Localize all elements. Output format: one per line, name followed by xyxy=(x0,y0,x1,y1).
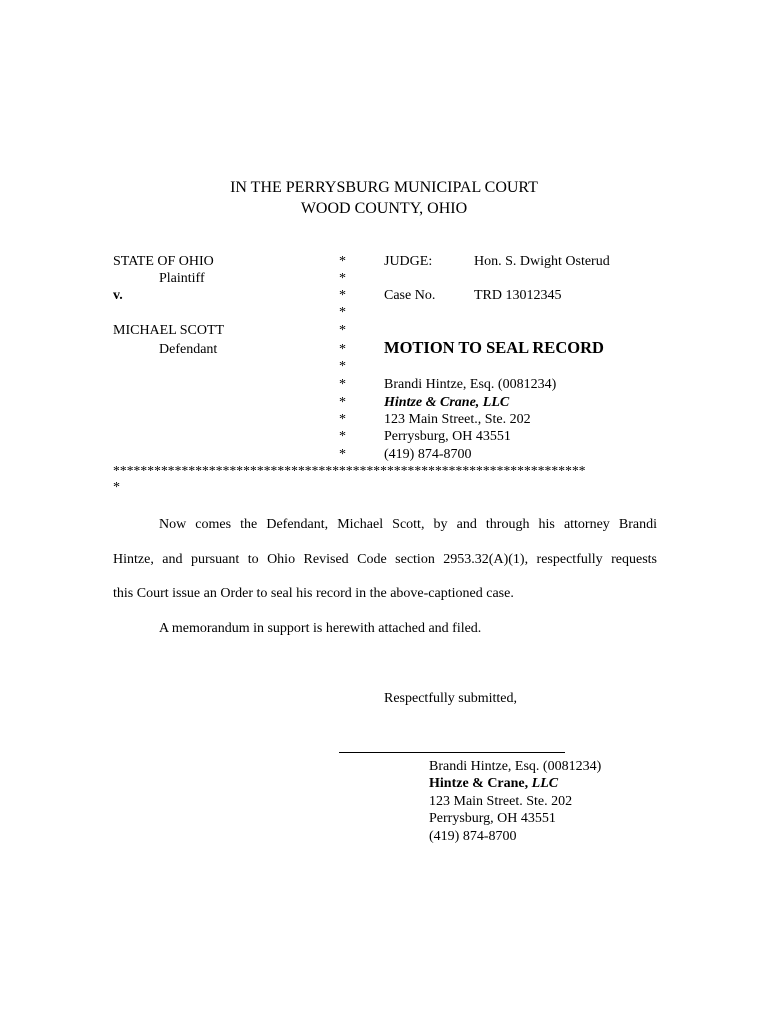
defendant-role: Defendant xyxy=(159,342,218,357)
caption-star: * xyxy=(339,447,346,462)
caption-star: * xyxy=(339,254,346,269)
memorandum-paragraph: A memorandum in support is herewith attached and filed. xyxy=(159,621,482,636)
caption-star: * xyxy=(339,395,346,410)
attorney-street: 123 Main Street., Ste. 202 xyxy=(384,412,531,427)
caption-star: * xyxy=(339,305,346,320)
signature-firm-name: Hintze & Crane, xyxy=(429,776,529,791)
plaintiff-name: STATE OF OHIO xyxy=(113,254,214,269)
caption-star: * xyxy=(339,412,346,427)
attorney-name: Brandi Hintze, Esq. (0081234) xyxy=(384,377,557,392)
signature-firm-suffix: LLC xyxy=(531,776,559,791)
motion-title: MOTION TO SEAL RECORD xyxy=(384,338,604,357)
caption-star: * xyxy=(339,342,346,357)
signature-line xyxy=(339,752,565,753)
motion-paragraph-line: Hintze, and pursuant to Ohio Revised Code section 2953.32(A)(1), respectfully requests xyxy=(113,552,657,567)
case-number-label: Case No. xyxy=(384,288,436,303)
judge-value: Hon. S. Dwight Osterud xyxy=(474,254,610,269)
signature-city: Perrysburg, OH 43551 xyxy=(429,811,556,826)
caption-star: * xyxy=(339,323,346,338)
signature-name: Brandi Hintze, Esq. (0081234) xyxy=(429,759,602,774)
court-name: IN THE PERRYSBURG MUNICIPAL COURT xyxy=(230,179,538,196)
caption-divider-tail: * xyxy=(113,480,120,495)
motion-paragraph-line: Now comes the Defendant, Michael Scott, by and through his attorney Brandi xyxy=(159,517,657,532)
attorney-city: Perrysburg, OH 43551 xyxy=(384,429,511,444)
judge-label: JUDGE: xyxy=(384,254,433,269)
plaintiff-role: Plaintiff xyxy=(159,271,205,286)
defendant-name: MICHAEL SCOTT xyxy=(113,323,225,338)
closing-text: Respectfully submitted, xyxy=(384,691,517,706)
signature-street: 123 Main Street. Ste. 202 xyxy=(429,794,573,809)
attorney-phone: (419) 874-8700 xyxy=(384,447,472,462)
caption-star: * xyxy=(339,271,346,286)
motion-paragraph-line: this Court issue an Order to seal his record in the above-captioned case. xyxy=(113,586,514,601)
versus-label: v. xyxy=(113,288,123,303)
caption-star: * xyxy=(339,429,346,444)
caption-star: * xyxy=(339,288,346,303)
court-county: WOOD COUNTY, OHIO xyxy=(300,200,468,217)
case-number-value: TRD 13012345 xyxy=(474,288,562,303)
caption-divider: ********************************************************************* xyxy=(113,463,586,478)
attorney-firm: Hintze & Crane, LLC xyxy=(384,395,510,410)
signature-firm xyxy=(429,775,558,792)
signature-phone: (419) 874-8700 xyxy=(429,829,517,844)
caption-star: * xyxy=(339,359,346,374)
caption-star: * xyxy=(339,377,346,392)
